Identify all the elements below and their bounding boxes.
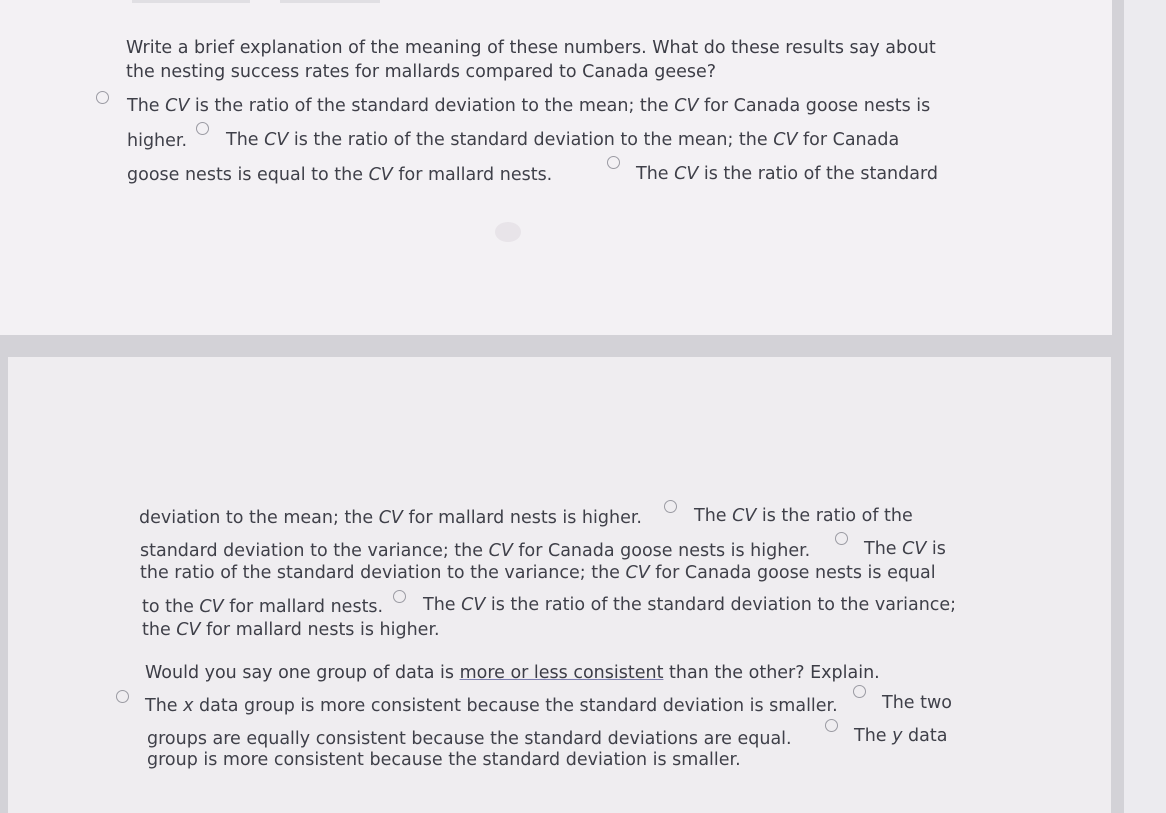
question1-prompt: Write a brief explanation of the meaning of these numbers. What do these results say about [126,38,936,58]
q1-option4-text[interactable]: The CV is the ratio of the [694,506,913,526]
q1-option4-radio[interactable] [664,500,677,513]
consistency-link[interactable]: more or less consistent [459,663,664,683]
q1-option3-text-cont[interactable]: deviation to the mean; the CV for mallard nests is higher. [139,508,642,528]
page-edge [1124,0,1166,813]
q1-option2-text[interactable]: The CV is the ratio of the standard deviation to the mean; the CV for Canada [226,130,900,150]
glare [495,222,521,242]
q2-option1-text[interactable]: The x data group is more consistent because the standard deviation is smaller. [145,696,838,716]
q2-option2-radio[interactable] [853,685,866,698]
q1-option5-text-cont2[interactable]: to the CV for mallard nests. [142,597,384,617]
q1-option2-text-cont[interactable]: goose nests is equal to the CV for mallard nests. [127,165,553,185]
q1-option1-radio[interactable] [96,91,109,104]
question1-prompt-cont: the nesting success rates for mallards compared to Canada geese? [126,62,717,82]
q1-option1-text[interactable]: The CV is the ratio of the standard deviation to the mean; the CV for Canada goose nests is [127,96,931,116]
q1-option5-text[interactable]: The CV is [864,539,946,559]
q2-option2-text[interactable]: The two [882,693,952,713]
q2-option3-text-cont[interactable]: group is more consistent because the standard deviation is smaller. [147,750,741,770]
q1-option1-text-cont[interactable]: higher. [127,131,188,151]
q2-option3-radio[interactable] [825,719,838,732]
q1-option5-text-cont[interactable]: the ratio of the standard deviation to the variance; the CV for Canada goose nests is equal [140,563,936,583]
q1-option6-text[interactable]: The CV is the ratio of the standard deviation to the variance; [423,595,957,615]
q1-option2-radio[interactable] [196,122,209,135]
q1-option3-text[interactable]: The CV is the ratio of the standard [636,164,938,184]
q1-option4-text-cont[interactable]: standard deviation to the variance; the CV for Canada goose nests is higher. [140,541,811,561]
q2-option2-text-cont[interactable]: groups are equally consistent because the standard deviations are equal. [147,729,792,749]
q1-option6-radio[interactable] [393,590,406,603]
tab-stub [132,0,250,3]
tab-stub [280,0,380,3]
q1-option3-radio[interactable] [607,156,620,169]
q1-option5-radio[interactable] [835,532,848,545]
question2-prompt: Would you say one group of data is more or less consistent than the other? Explain. [145,663,880,683]
q1-option6-text-cont[interactable]: the CV for mallard nests is higher. [142,620,440,640]
q2-option3-text[interactable]: The y data [854,726,948,746]
q2-option1-radio[interactable] [116,690,129,703]
